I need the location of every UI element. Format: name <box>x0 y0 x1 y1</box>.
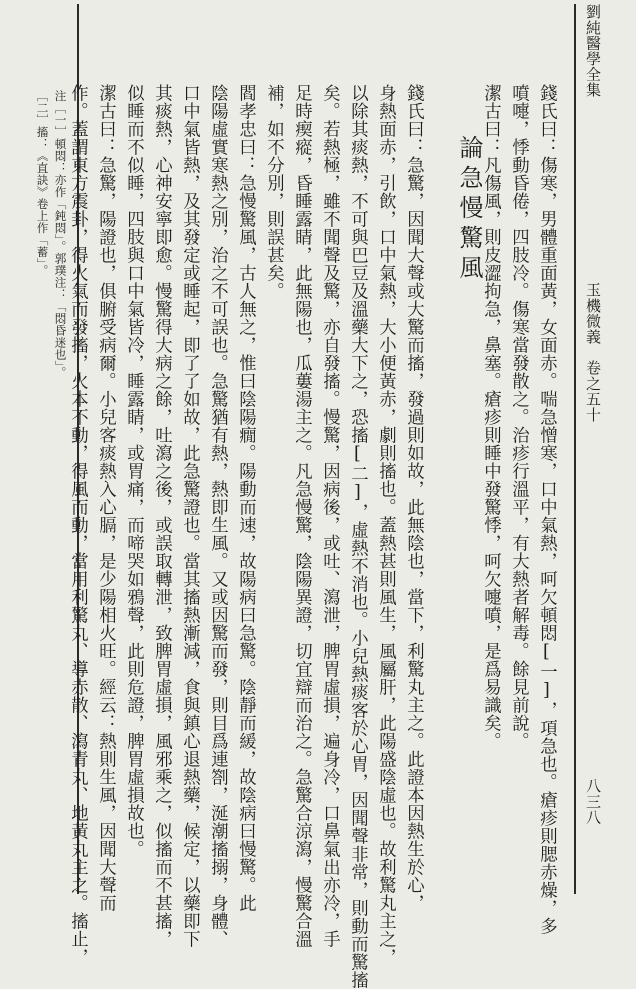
text-column: 噴嚏，悸動昏倦，四肢冷。傷寒當發散之。治疹行溫平，有大熱者解毒。餘見前說。 <box>508 84 529 750</box>
text-column: 錢氏曰：急驚，因聞大聲或大驚而搐，發過則如故，此無陰也，當下，利驚丸主之。此證本因熱生於心， <box>403 84 424 912</box>
section-heading: 論急慢驚風 <box>455 135 483 285</box>
section-title: 玉機微義 卷之五十 <box>584 282 602 423</box>
text-column: 身熱面赤，引飲，口中氣熱，大小便黃赤，劇則搐也。蓋熱甚則風生，風屬肝，此陽盛陰虛也。故利驚丸主之， <box>375 84 396 966</box>
book-title: 劉純醫學全集 <box>584 4 602 98</box>
footnote-column: ［二］搐：《直訣》卷上作「蓄」。 <box>35 90 50 277</box>
text-column: 口中氣皆熱，及其發定或睡起，即了了如故，此急驚證也。當其搐熱漸減，食與鎮心退熱藥，候定，以藥即下 <box>179 84 200 948</box>
text-column: 潔古曰：急驚，陽證也，俱腑受病爾。小兒客痰熱入心膈，是少陽相火旺。經云：熱則生風，因聞大聲而 <box>95 84 116 912</box>
page-number: 八三八 <box>584 778 602 825</box>
text-column: 矣。若熱極，雖不聞聲及驚，亦自發搐。慢驚，因病後，或吐、瀉泄，脾胃虛損，遍身冷，口鼻氣出亦冷，手 <box>319 84 340 948</box>
text-column: 潔古曰：凡傷風，則皮澀拘急，鼻塞。瘡疹則睡中發驚悸，呵欠嚏噴，是爲易識矣。 <box>480 84 501 750</box>
text-column: 陰陽虛實寒熱之別，治之不可誤也。急驚猶有熱，熱即生風。又或因驚而發，則目爲連劄，涎潮搐搦，身體、 <box>207 84 228 948</box>
text-column: 其痰熱，心神安寧即愈。慢驚得大病之餘，吐瀉之後，或誤取轉泄，致脾胃虛損，風邪乘之，似搐而不甚搐， <box>151 84 172 948</box>
text-column: 作。蓋謂東方震卦，得火氣而發搐，火本不動，得風而動，當用利驚丸、導赤散、瀉青丸、地黃丸主之。搐止， <box>67 84 88 966</box>
text-column: 錢氏曰：傷寒，男體重面黃，女面赤。喘急憎寒，口中氣熱，呵欠頓悶[一]，項急也。瘡疹則腮赤燥，多 <box>536 84 557 936</box>
text-column: 似睡而不似睡，四肢與口中氣皆冷，睡露睛，或胃痛，而啼哭如鴉聲，此則危證，脾胃虛損故也。 <box>123 84 144 858</box>
text-column: 閻孝忠曰：急慢驚風，古人無之，惟曰陰陽癇。陽動而速，故陽病曰急驚。陰靜而緩，故陰病曰慢驚。此 <box>235 84 256 912</box>
text-column: 以除其痰熱，不可與巴豆及溫藥大下之，恐搐[二]，虛熱不消也。小兒熱痰客於心胃，因聞聲非常，則動而驚搐 <box>347 84 368 989</box>
footnote-column: 注［一］頓悶：亦作「鈍悶」。郭璞注：「悶昏迷也」。 <box>53 90 68 379</box>
text-column: 補，如不分別，則誤甚矣。 <box>263 84 284 300</box>
text-column: 足時瘈瘲，昏睡露睛，此無陽也，瓜蔞湯主之。凡急慢驚，陰陽異證，切宜辯而治之。急驚合涼瀉，慢驚合溫 <box>291 84 312 948</box>
header-divider-line <box>574 4 576 894</box>
